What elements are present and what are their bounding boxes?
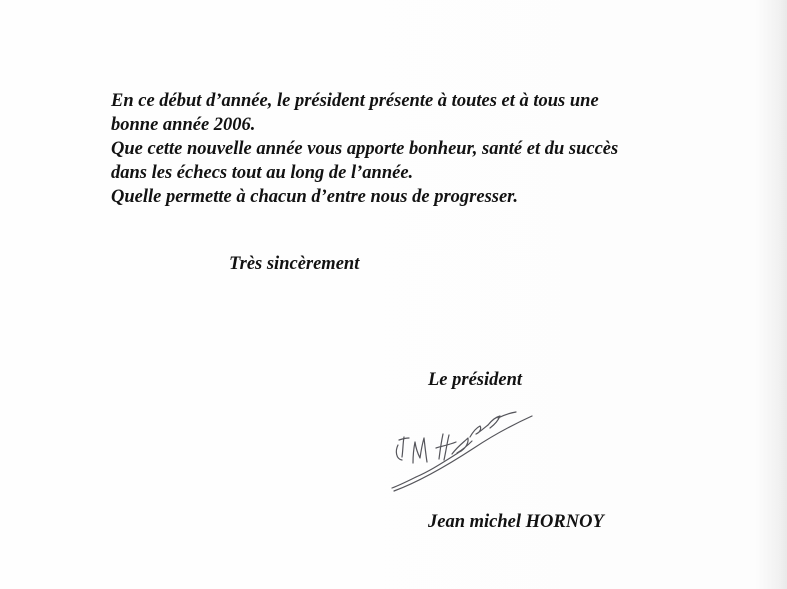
signer-name: Jean michel HORNOY	[428, 512, 604, 532]
letter-body-line: En ce début d’année, le président présente à toutes et à tous une	[111, 91, 599, 111]
letter-body-line: Quelle permette à chacun d’entre nous de progresser.	[111, 187, 518, 207]
handwritten-signature	[386, 405, 536, 500]
letter-body-line: dans les échecs tout au long de l’année.	[111, 163, 414, 183]
closing-salutation: Très sincèrement	[229, 254, 360, 274]
letter-body-line: Que cette nouvelle année vous apporte bonheur, santé et du succès	[111, 139, 619, 159]
signer-title: Le président	[428, 370, 523, 390]
letter-body-line: bonne année 2006.	[111, 115, 256, 135]
